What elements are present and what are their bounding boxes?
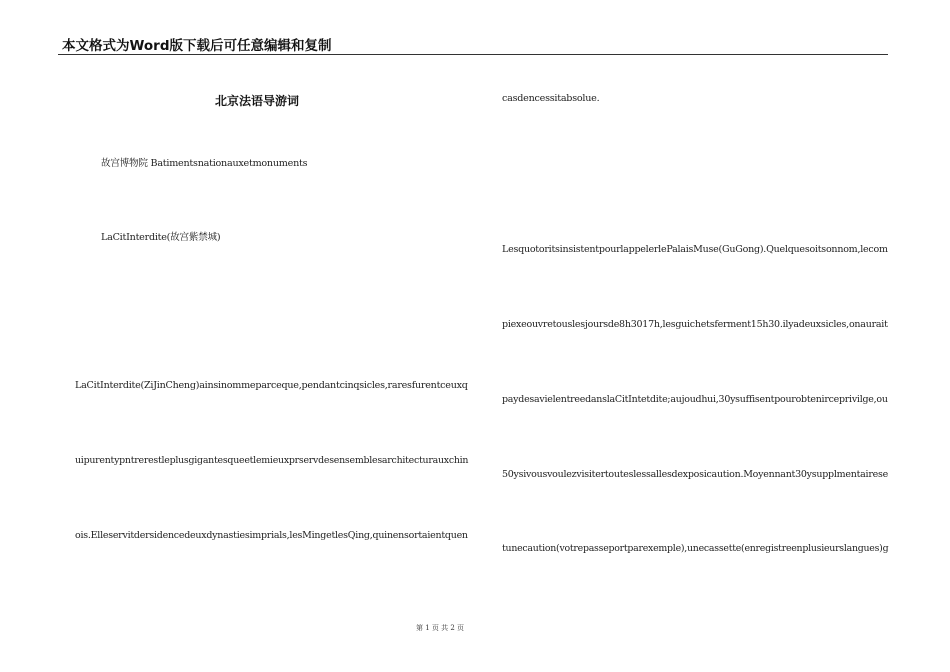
document-header: 本文格式为Word版下载后可任意编辑和复制 <box>62 38 332 54</box>
left-paragraph-line: uipurentypntrerestleplusgigantesqueetlemieuxprservdesensemblesarchitecturauxchin <box>75 455 469 466</box>
left-paragraph-line: LaCitInterdite(ZiJinCheng)ainsinommeparceque,pendantcinqsicles,raresfurentceuxq <box>75 380 468 391</box>
left-paragraph-line: ois.Elleservitdersidencedeuxdynastiesimprials,lesMingetlesQing,quinensortaientquen <box>75 530 468 541</box>
left-paragraph-line: 故宫博物院 Batimentsnationauxetmonuments <box>101 158 308 169</box>
header-divider <box>58 54 888 55</box>
right-paragraph-line: paydesavielentreedanslaCitIntetdite;aujoudhui,30ysuffisentpourobtenirceprivilge,ou <box>502 394 888 405</box>
left-paragraph-line: LaCitInterdite(故宫紫禁城) <box>101 232 221 243</box>
right-paragraph-line: piexeouvretouslesjoursde8h3017h,lesguichetsferment15h30.ilyadeuxsicles,onaurait <box>502 319 888 330</box>
right-paragraph-line: 50ysivousvoulezvisitertouteslessallesdexposicaution.Moyennant30ysupplmentairese <box>502 469 888 480</box>
document-title: 北京法语导游词 <box>215 94 300 108</box>
right-paragraph-line: casdencessitabsolue. <box>502 93 600 104</box>
right-paragraph-line: tunecaution(votrepasseportparexemple),unecassette(enregistreenplusieurslangues)g <box>502 543 889 554</box>
page-number: 第 1 页 共 2 页 <box>415 624 465 632</box>
right-paragraph-line: LesquotoritsinsistentpourlappelerlePalaisMuse(GuGong).Quelquesoitsonnom,lecom <box>502 244 888 255</box>
